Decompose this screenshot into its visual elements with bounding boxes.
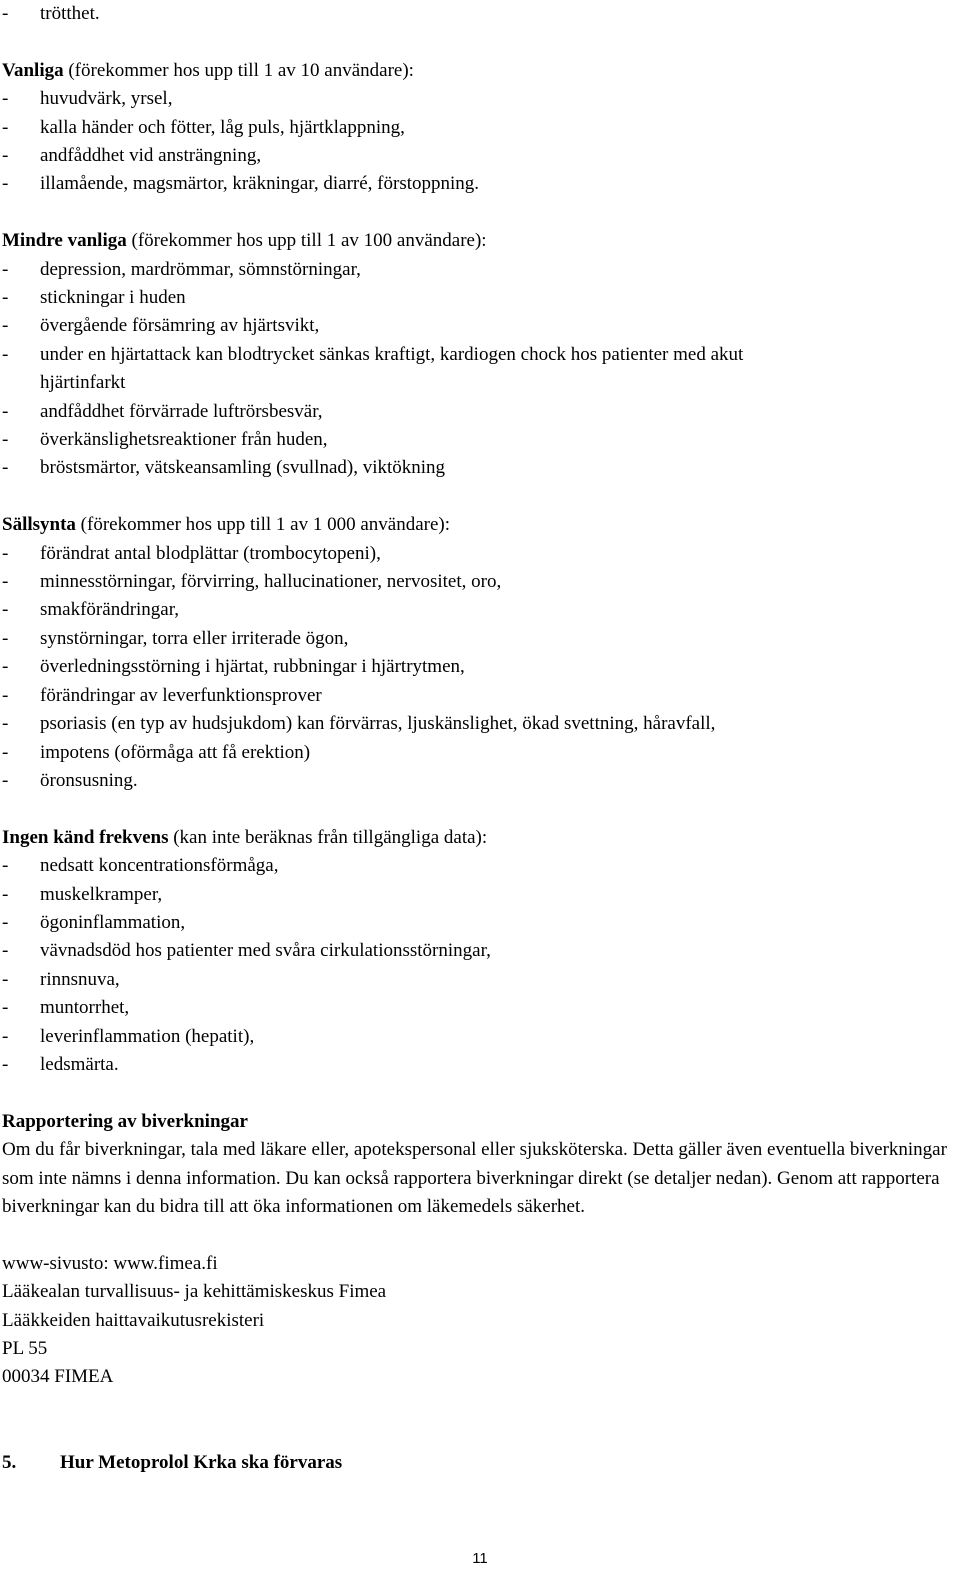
section-title: Hur Metoprolol Krka ska förvaras (60, 1451, 343, 1473)
list-item: - ögoninflammation, (2, 911, 186, 933)
list-item: - ledsmärta. (2, 1053, 119, 1075)
section-heading-vanliga: Vanliga (förekommer hos upp till 1 av 10 användare): (2, 59, 414, 81)
list-item: - andfåddhet förvärrade luftrörsbesvär, (2, 400, 323, 422)
list-item: - illamående, magsmärtor, kräkningar, diarré, förstoppning. (2, 173, 480, 195)
list-item: - synstörningar, torra eller irriterade ögon, (2, 627, 349, 649)
address-organization: Lääkealan turvallisuus- ja kehittämiskeskus Fimea (2, 1281, 387, 1303)
list-item: - övergående försämring av hjärtsvikt, (2, 315, 320, 337)
list-item: - psoriasis (en typ av hudsjukdom) kan förvärras, ljuskänslighet, ökad svettning, håravfall, (2, 713, 716, 735)
section-heading-ingen-kand-frekvens: Ingen känd frekvens (kan inte beräknas från tillgängliga data): (2, 826, 488, 848)
list-item: - öronsusning. (2, 769, 138, 791)
list-item: - förändringar av leverfunktionsprover (2, 684, 322, 706)
list-item: - depression, mardrömmar, sömnstörningar, (2, 258, 361, 280)
list-item: - nedsatt koncentrationsförmåga, (2, 855, 279, 877)
list-item: - överledningsstörning i hjärtat, rubbningar i hjärtrytmen, (2, 656, 465, 678)
section-heading-sallsynta: Sällsynta (förekommer hos upp till 1 av 1 000 användare): (2, 514, 451, 536)
list-item (2, 0, 952, 28)
section-number: 5. (2, 1451, 17, 1473)
list-item: - impotens (oförmåga att få erektion) (2, 741, 311, 763)
list-item: - under en hjärtattack kan blodtrycket sänkas kraftigt, kardiogen chock hos patienter med akut (2, 343, 744, 365)
list-item: - rinnsnuva, (2, 968, 120, 990)
address-website: www-sivusto: www.fimea.fi (2, 1252, 218, 1274)
address-registry: Lääkkeiden haittavaikutusrekisteri (2, 1309, 265, 1331)
list-item: - stickningar i huden (2, 287, 186, 309)
list-item: - kalla händer och fötter, låg puls, hjärtklappning, (2, 116, 405, 138)
list-item-text: trötthet. (40, 3, 100, 24)
list-item: - leverinflammation (hepatit), (2, 1025, 255, 1047)
list-item: - smakförändringar, (2, 599, 180, 621)
list-item-continuation: hjärtinfarkt (40, 372, 126, 394)
address-postal-code: 00034 FIMEA (2, 1366, 114, 1388)
rapportering-paragraph: Om du får biverkningar, tala med läkare eller, apotekspersonal eller sjuksköterska. Detta gäller även eventuella biverkningar som inte nämns i denna information. Du kan också rapportera biverkningar direkt (se detaljer nedan). Genom att rapportera biverkningar kan du bidra till att öka informationen om läkemedels säkerhet. (2, 1139, 947, 1217)
list-item: - huvudvärk, yrsel, (2, 88, 173, 110)
section-heading-rapportering: Rapportering av biverkningar (2, 1110, 248, 1132)
list-item: - bröstsmärtor, vätskeansamling (svullnad), viktökning (2, 457, 446, 479)
section-5-heading (2, 1449, 952, 1477)
list-item: - andfåddhet vid ansträngning, (2, 145, 262, 167)
section-heading-mindre-vanliga: Mindre vanliga (förekommer hos upp till 1 av 100 användare): (2, 230, 487, 252)
list-item: - vävnadsdöd hos patienter med svåra cirkulationsstörningar, (2, 940, 491, 962)
list-dash: - (2, 3, 9, 24)
list-item: - muskelkramper, (2, 883, 163, 905)
list-item: - överkänslighetsreaktioner från huden, (2, 429, 328, 451)
list-item: - muntorrhet, (2, 997, 130, 1019)
document-page (2, 0, 952, 1477)
list-item: - förändrat antal blodplättar (trombocytopeni), (2, 542, 381, 564)
list-item: - minnesstörningar, förvirring, hallucinationer, nervositet, oro, (2, 571, 502, 593)
address-po-box: PL 55 (2, 1338, 48, 1359)
page-number: 11 (472, 1550, 488, 1567)
